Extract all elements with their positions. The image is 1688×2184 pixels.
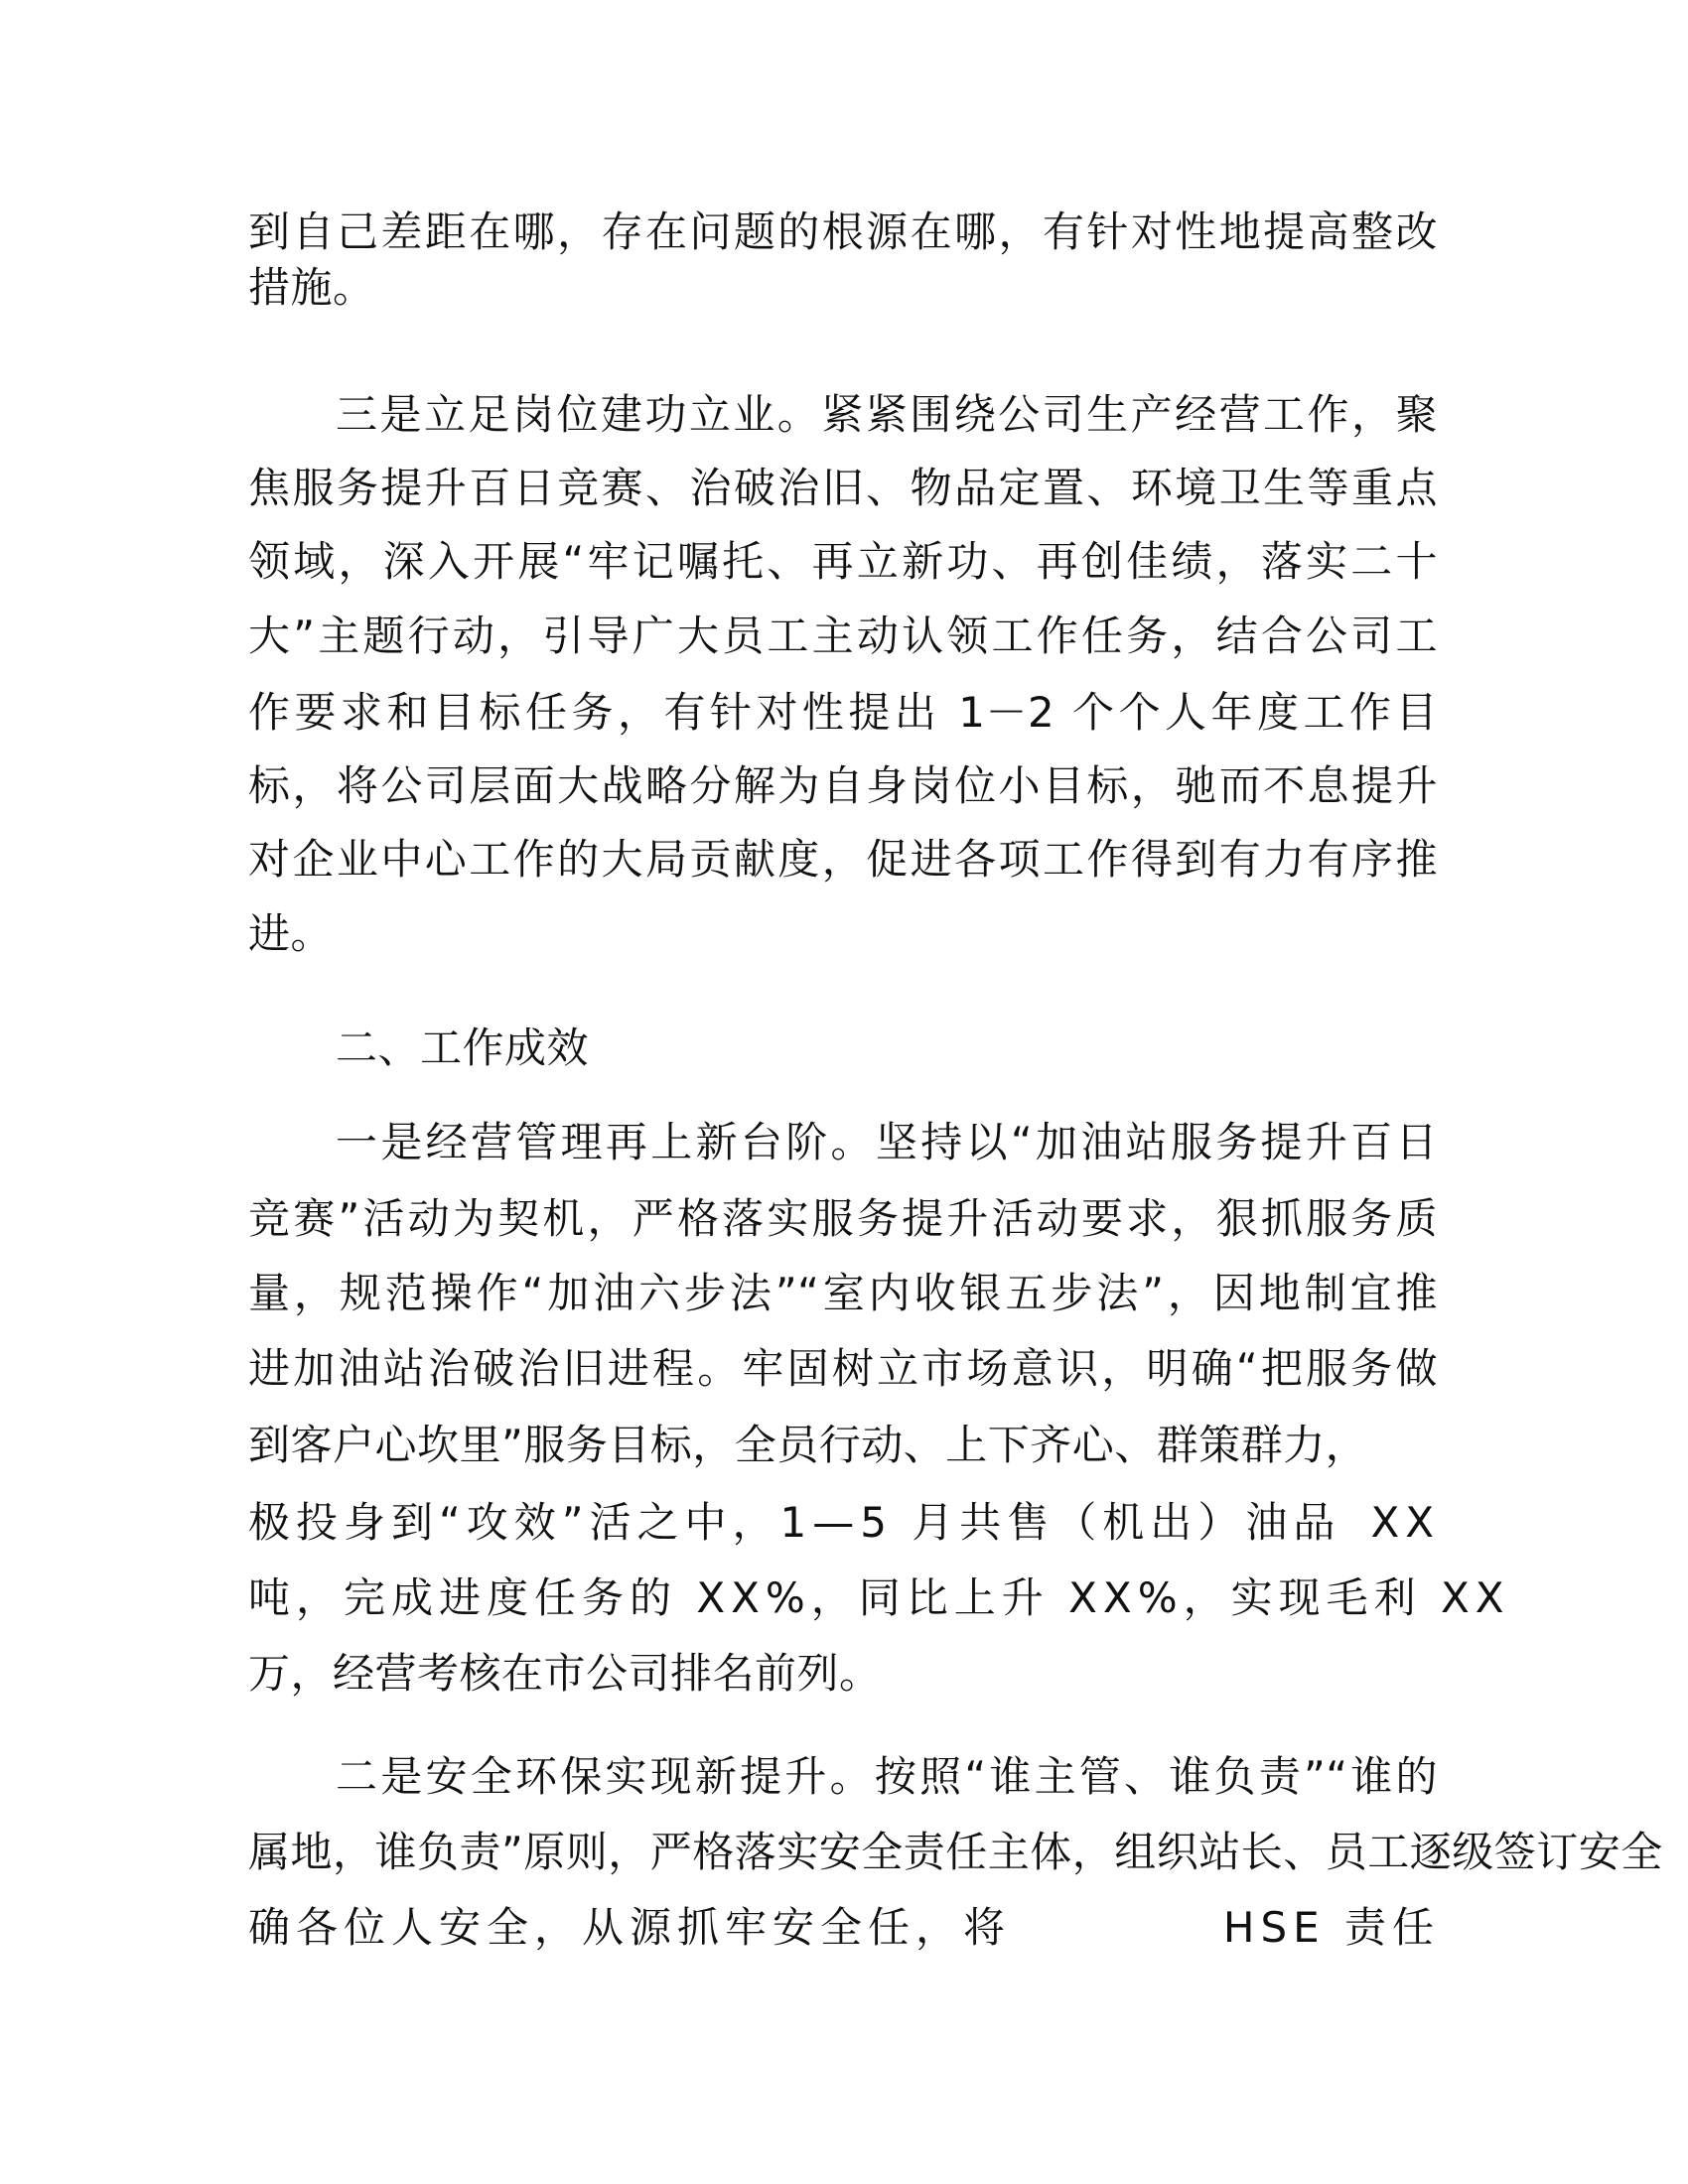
paragraph-line: 三是立足岗位建功立业。紧紧围绕公司生产经营工作，聚: [336, 390, 1438, 439]
paragraph-line: 进。: [248, 909, 334, 958]
paragraph-line: 到客户心坎里”服务目标，全员行动、上下齐心、群策群力，: [248, 1421, 1368, 1469]
paragraph-line: 属地，谁负责”原则，严格落实安全责任主体，组织站长、员工逐级签订安全: [248, 1828, 1663, 1876]
line-text: 极投身到“攻效”活之中，1—5 月共售（机出）油品: [248, 1498, 1341, 1547]
paragraph-line: 吨，完成进度任务的 XX%，同比上升 XX%，实现毛利 XX: [248, 1573, 1510, 1622]
section-heading: 二、工作成效: [336, 1024, 590, 1072]
paragraph-line: [248, 1902, 1440, 1954]
line-tail: HSE 责任: [1222, 1903, 1440, 1952]
line-tail: XX: [1370, 1498, 1440, 1547]
paragraph-line: 到自己差距在哪，存在问题的根源在哪，有针对性地提高整改: [248, 207, 1438, 256]
paragraph-line: 标，将公司层面大战略分解为自身岗位小目标，驰而不息提升: [248, 761, 1438, 810]
paragraph-line: 二是安全环保实现新提升。按照“谁主管、谁负责”“谁的: [336, 1752, 1438, 1801]
paragraph-line: 领域，深入开展“牢记嘱托、再立新功、再创佳绩，落实二十: [248, 537, 1438, 586]
paragraph-line: 措施。: [248, 263, 375, 312]
paragraph-line: 进加油站治破治旧进程。牢固树立市场意识，明确“把服务做: [248, 1344, 1438, 1393]
paragraph-line: 量，规范操作“加油六步法”“室内收银五步法”，因地制宜推: [248, 1269, 1438, 1317]
paragraph-line: 对企业中心工作的大局贡献度，促进各项工作得到有力有序推: [248, 835, 1438, 884]
paragraph-line: 大”主题行动，引导广大员工主动认领工作任务，结合公司工: [248, 612, 1438, 660]
paragraph-line: 焦服务提升百日竞赛、治破治旧、物品定置、环境卫生等重点: [248, 464, 1438, 512]
paragraph-line: [248, 1497, 1440, 1549]
paragraph-line: 万，经营考核在市公司排名前列。: [248, 1649, 882, 1698]
line-text: 确各位人安全，从源抓牢安全任，将: [248, 1903, 1012, 1952]
paragraph-line: 作要求和目标任务，有针对性提出 1－2 个个人年度工作目: [248, 688, 1438, 737]
paragraph-line: 竞赛”活动为契机，严格落实服务提升活动要求，狠抓服务质: [248, 1194, 1438, 1243]
paragraph-line: 一是经营管理再上新台阶。坚持以“加油站服务提升百日: [336, 1118, 1438, 1166]
